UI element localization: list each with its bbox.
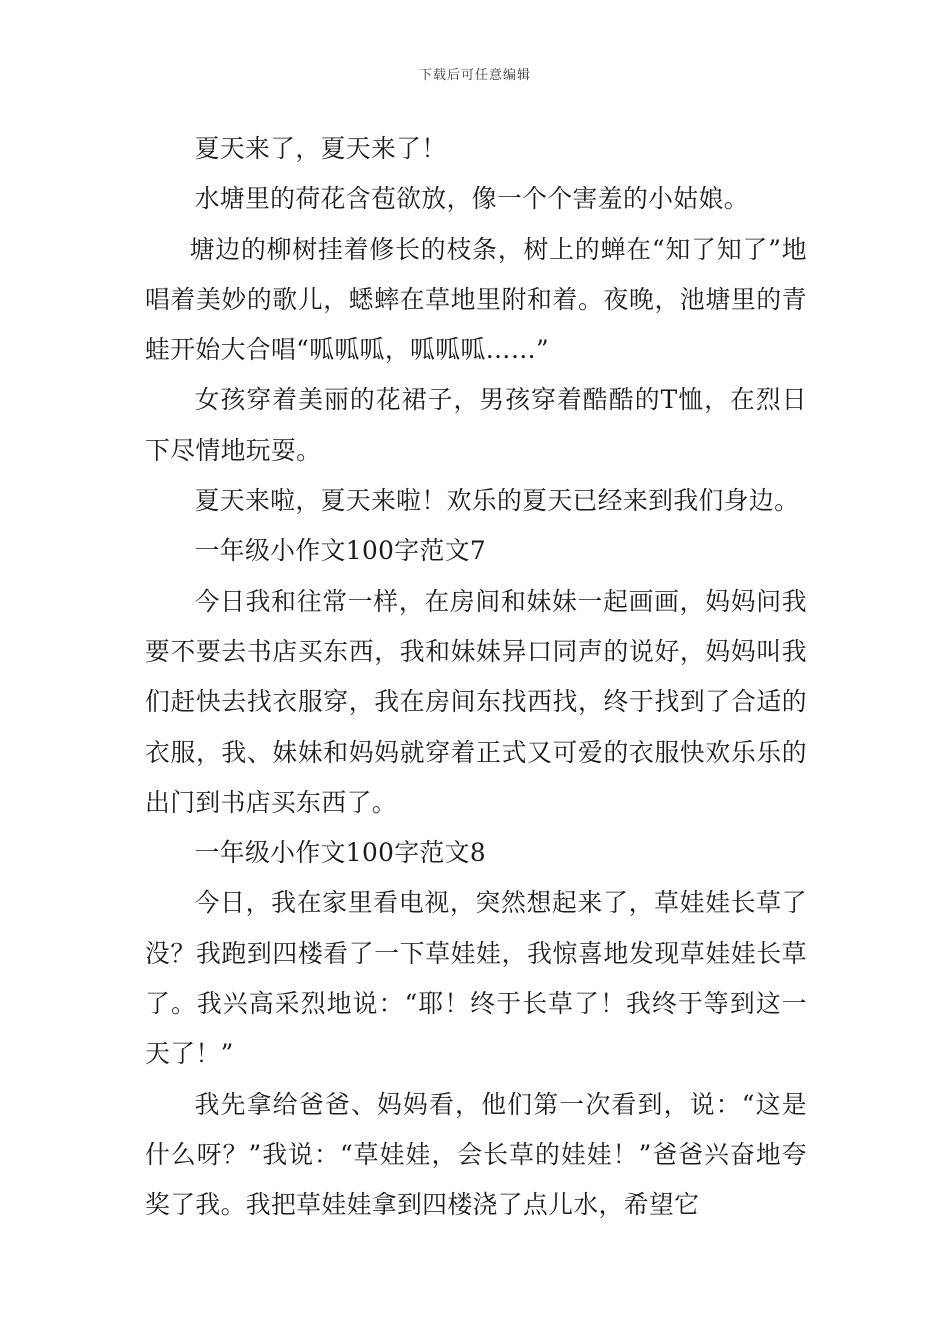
document-body — [145, 124, 807, 1231]
section-heading: 一年级小作文100字范文8 — [194, 838, 487, 868]
paragraph: 塘边的柳树挂着修长的枝条，树上的蝉在“知了知了”地唱着美妙的歌儿，蟋蟀在草地里附和着。夜晚，池塘里的青蛙开始大合唱“呱呱呱，呱呱呱……” — [145, 234, 807, 365]
paragraph: 夏天来啦，夏天来啦！欢乐的夏天已经来到我们身边。 — [194, 486, 800, 516]
section-heading: 一年级小作文100字范文7 — [194, 536, 487, 566]
paragraph: 今日我和往常一样，在房间和妹妹一起画画，妈妈问我要不要去书店买东西，我和妹妹异口同声的说好，妈妈叫我们赶快去找衣服穿，我在房间东找西找，终于找到了合适的衣服，我、妹妹和妈妈就穿着正式又可爱的衣服快欢乐乐的出门到书店买东西了。 — [145, 586, 807, 817]
paragraph: 夏天来了，夏天来了！ — [194, 134, 447, 163]
page-header-note: 下载后可任意编辑 — [418, 68, 531, 83]
paragraph: 我先拿给爸爸、妈妈看，他们第一次看到，说：“这是什么呀？”我说：“草娃娃，会长草的娃娃！”爸爸兴奋地夸奖了我。我把草娃娃拿到四楼浇了点儿水，希望它 — [145, 1089, 807, 1220]
paragraph: 水塘里的荷花含苞欲放，像一个个害羞的小姑娘。 — [194, 184, 749, 214]
paragraph: 今日，我在家里看电视，突然想起来了，草娃娃长草了没？我跑到四楼看了一下草娃娃，我惊喜地发现草娃娃长草了。我兴高采烈地说：“耶！终于长草了！我终于等到这一天了！” — [145, 888, 807, 1069]
paragraph: 女孩穿着美丽的花裙子，男孩穿着酷酷的T恤，在烈日下尽情地玩耍。 — [145, 385, 807, 465]
